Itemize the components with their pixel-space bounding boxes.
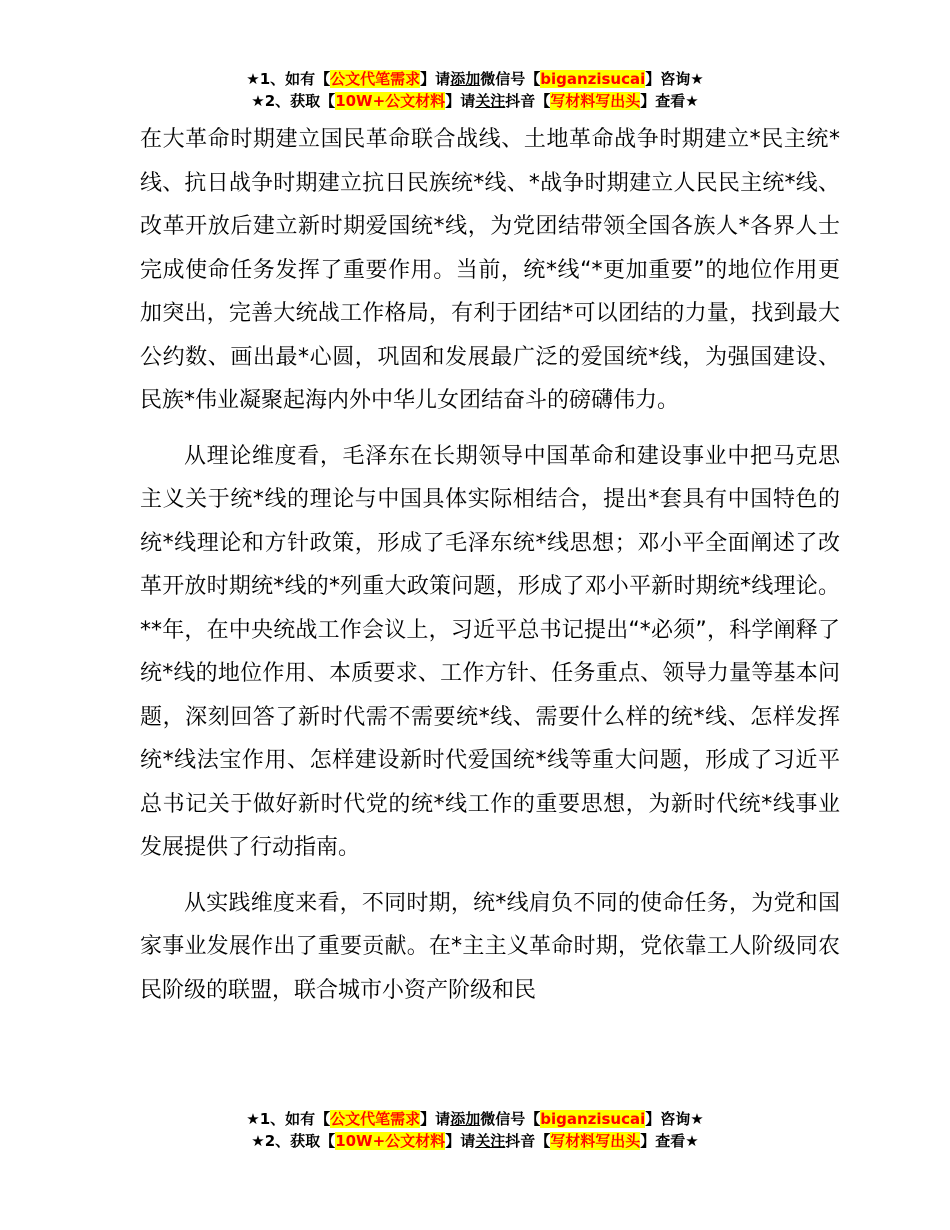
promo-text: 】请 (445, 1132, 476, 1150)
promo-text: 微信号【 (480, 70, 541, 88)
promo-prefix: ★2、获取【 (251, 92, 336, 110)
promo-emphasis: 添加 (450, 1110, 481, 1128)
promo-highlight: biganzisucai (540, 70, 646, 88)
promo-highlight: 写材料写出头 (550, 92, 641, 110)
promo-text: 抖音【 (505, 92, 551, 110)
promo-suffix: 】咨询★ (645, 1110, 704, 1128)
promo-emphasis: 添加 (450, 70, 481, 88)
promo-prefix: ★2、获取【 (251, 1132, 336, 1150)
header-promo-banner (0, 68, 950, 112)
paragraph-3: 从实践维度来看，不同时期，统*线肩负不同的使命任务，为党和国家事业发展作出了重要贡献。在*主主义革命时期，党依靠工人阶级同农民阶级的联盟，联合城市小资产阶级和民 (140, 890, 840, 1003)
paragraph-1: 在大革命时期建立国民革命联合战线、土地革命战争时期建立*民主统*线、抗日战争时期建立抗日民族统*线、*战争时期建立人民民主统*线、改革开放后建立新时期爱国统*线，为党团结带领全国各族人*各界人士完成使命任务发挥了重要作用。当前，统*线“*更加重要”的地位作用更加突出，完善大统战工作格局，有利于团结*可以团结的力量，找到最大公约数、画出最*心圆，巩固和发展最广泛的爱国统*线，为强国建设、民族*伟业凝聚起海内外中华儿女团结奋斗的磅礴伟力。 (140, 127, 840, 413)
paragraph-2: 从理论维度看，毛泽东在长期领导中国革命和建设事业中把马克思主义关于统*线的理论与中国具体实际相结合，提出*套具有中国特色的统*线理论和方针政策，形成了毛泽东统*线思想；邓小平全面阐述了改革开放时期统*线的*列重大政策问题，形成了邓小平新时期统*线理论。**年，在中央统战工作会议上，习近平总书记提出“*必须”，科学阐释了统*线的地位作用、本质要求、工作方针、任务重点、领导力量等基本问题，深刻回答了新时代需不需要统*线、需要什么样的统*线、怎样发挥统*线法宝作用、怎样建设新时代爱国统*线等重大问题，形成了习近平总书记关于做好新时代党的统*线工作的重要思想，为新时代统*线事业发展提供了行动指南。 (140, 443, 840, 860)
footer-promo-banner (0, 1108, 950, 1152)
promo-prefix: ★1、如有【 (246, 70, 331, 88)
promo-prefix: ★1、如有【 (246, 1110, 331, 1128)
promo-emphasis: 关注 (475, 92, 506, 110)
promo-line-1 (0, 1108, 950, 1130)
promo-highlight: 公文代笔需求 (330, 70, 421, 88)
promo-text: 微信号【 (480, 1110, 541, 1128)
document-body (140, 118, 840, 1012)
promo-line-2 (0, 1130, 950, 1152)
promo-highlight: 10W+公文材料 (335, 92, 446, 110)
promo-suffix: 】查看★ (640, 92, 699, 110)
promo-highlight: 写材料写出头 (550, 1132, 641, 1150)
promo-emphasis: 关注 (475, 1132, 506, 1150)
promo-highlight: 公文代笔需求 (330, 1110, 421, 1128)
promo-suffix: 】咨询★ (645, 70, 704, 88)
promo-line-1 (0, 68, 950, 90)
promo-suffix: 】查看★ (640, 1132, 699, 1150)
promo-text: 】请 (420, 70, 451, 88)
promo-line-2 (0, 90, 950, 112)
promo-text: 抖音【 (505, 1132, 551, 1150)
promo-highlight: biganzisucai (540, 1110, 646, 1128)
promo-text: 】请 (445, 92, 476, 110)
promo-text: 】请 (420, 1110, 451, 1128)
promo-highlight: 10W+公文材料 (335, 1132, 446, 1150)
